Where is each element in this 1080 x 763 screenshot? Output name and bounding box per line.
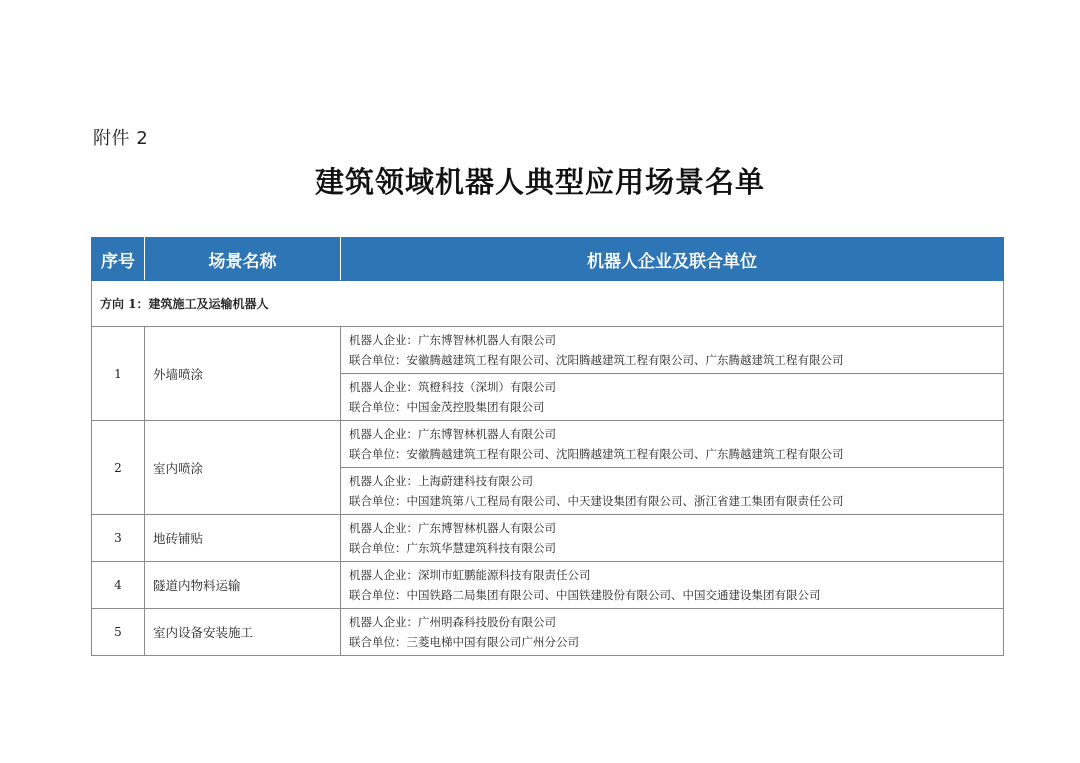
scene-name: 地砖铺贴 xyxy=(145,515,341,562)
row-number: 5 xyxy=(92,609,145,656)
company-entry xyxy=(341,515,1004,562)
partner-units: 联合单位：安徽腾越建筑工程有限公司、沈阳腾越建筑工程有限公司、广东腾越建筑工程有限公司 xyxy=(349,447,844,461)
direction-row xyxy=(92,281,1004,327)
header-companies: 机器人企业及联合单位 xyxy=(341,238,1004,281)
partner-units: 联合单位：中国铁路二局集团有限公司、中国铁建股份有限公司、中国交通建设集团有限公司 xyxy=(349,588,821,602)
table-row xyxy=(92,609,1004,656)
scene-name: 室内喷涂 xyxy=(145,421,341,515)
row-number: 2 xyxy=(92,421,145,515)
table-row xyxy=(92,327,1004,374)
attachment-label: 附件 2 xyxy=(93,128,149,149)
company-entry xyxy=(341,562,1004,609)
header-scene-name: 场景名称 xyxy=(145,238,341,281)
robot-company: 机器人企业：广东博智林机器人有限公司 xyxy=(349,333,556,347)
partner-units: 联合单位：广东筑华慧建筑科技有限公司 xyxy=(349,541,556,555)
company-entry xyxy=(341,327,1004,374)
robot-company: 机器人企业：筑橙科技（深圳）有限公司 xyxy=(349,380,556,394)
row-number: 4 xyxy=(92,562,145,609)
robot-company: 机器人企业：深圳市虹鹏能源科技有限责任公司 xyxy=(349,568,591,582)
table-row xyxy=(92,515,1004,562)
scene-name: 外墙喷涂 xyxy=(145,327,341,421)
partner-units: 联合单位：中国金茂控股集团有限公司 xyxy=(349,400,545,414)
document-title: 建筑领域机器人典型应用场景名单 xyxy=(314,165,765,199)
scene-name: 室内设备安装施工 xyxy=(145,609,341,656)
header-number: 序号 xyxy=(92,238,145,281)
partner-units: 联合单位：安徽腾越建筑工程有限公司、沈阳腾越建筑工程有限公司、广东腾越建筑工程有限公司 xyxy=(349,353,844,367)
company-entry xyxy=(341,374,1004,421)
scenario-table xyxy=(91,237,1004,656)
company-entry xyxy=(341,421,1004,468)
row-number: 3 xyxy=(92,515,145,562)
row-number: 1 xyxy=(92,327,145,421)
robot-company: 机器人企业：广州明森科技股份有限公司 xyxy=(349,615,556,629)
company-entry xyxy=(341,609,1004,656)
company-entry xyxy=(341,468,1004,515)
robot-company: 机器人企业：广东博智林机器人有限公司 xyxy=(349,427,556,441)
direction-label: 方向 1：建筑施工及运输机器人 xyxy=(92,281,1004,327)
partner-units: 联合单位：三菱电梯中国有限公司广州分公司 xyxy=(349,635,579,649)
scene-name: 隧道内物料运输 xyxy=(145,562,341,609)
partner-units: 联合单位：中国建筑第八工程局有限公司、中天建设集团有限公司、浙江省建工集团有限责任公司 xyxy=(349,494,844,508)
table-row xyxy=(92,421,1004,468)
table-row xyxy=(92,562,1004,609)
table-header-row xyxy=(92,238,1004,281)
robot-company: 机器人企业：上海蔚建科技有限公司 xyxy=(349,474,533,488)
robot-company: 机器人企业：广东博智林机器人有限公司 xyxy=(349,521,556,535)
